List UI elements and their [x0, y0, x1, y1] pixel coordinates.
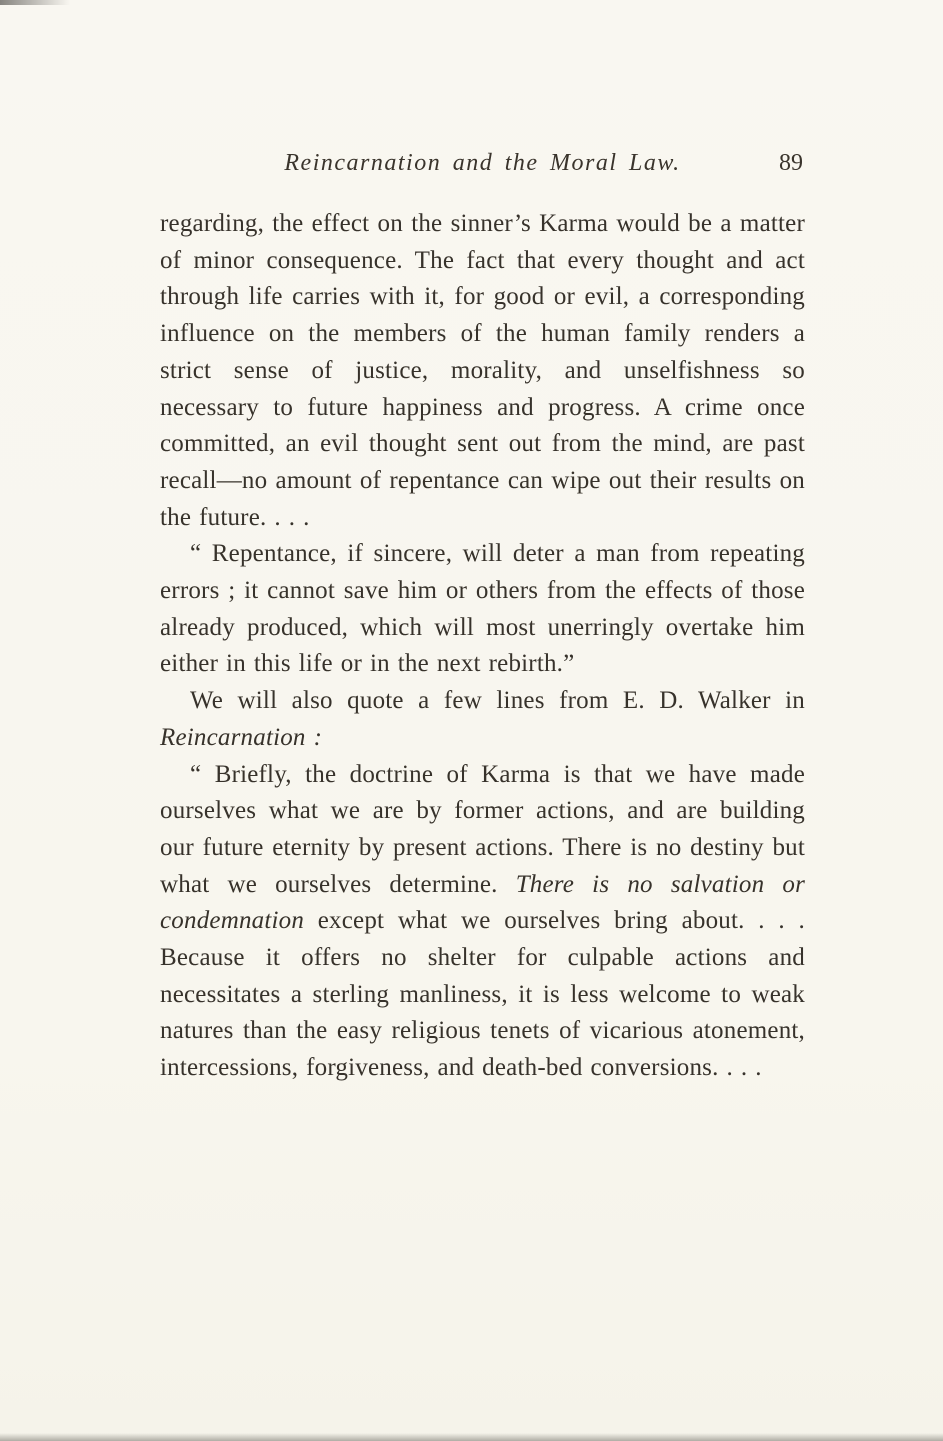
paragraph: “ Repentance, if sincere, will deter a man from repeating errors ; it cannot save him or others from the effects of those already produced, which will most unerringly overtake him either in this life or in the next rebirth.”: [160, 540, 805, 678]
paragraph-text: We will also quote a few lines from E. D. Walker in: [190, 687, 805, 715]
emphasized-text: There is no salvation or condemnation: [160, 870, 805, 935]
scan-artifact-top: [0, 0, 70, 5]
page-header: [160, 150, 805, 184]
running-title: Reincarnation and the Moral Law.: [284, 150, 681, 176]
paragraph: regarding, the effect on the sinner’s Karma would be a matter of minor consequence. The fact that every thought and act through life carries with it, for good or evil, a corresponding influence on the members of the human family renders a strict sense of justice, morality, and unselfishness so necessary to future happiness and progress. A crime once committed, an evil thought sent out from the mind, are past recall—no amount of repentance can wipe out their results on the future. . . .: [160, 210, 805, 531]
paragraph-text: “ Briefly, the doctrine of Karma is that we have made ourselves what we are by former actions, and are building our future eternity by present actions. There is no destiny but what we ourselves determine.: [160, 760, 805, 898]
page-number: 89: [779, 150, 803, 176]
paragraph-text: except what we ourselves bring about. . . . Because it offers no shelter for culpable actions and necessitates a sterling manliness, it is less welcome to weak natures than the easy religious tenets of vicarious atonement, intercessions, forgiveness, and death-bed conversions. . . .: [160, 907, 805, 1082]
paragraph: [160, 683, 805, 756]
book-title-italic: Reincarnation :: [160, 723, 323, 751]
scan-edge-shadow: [0, 1433, 943, 1441]
text-block: [160, 206, 805, 1087]
paragraph: [160, 757, 805, 1087]
